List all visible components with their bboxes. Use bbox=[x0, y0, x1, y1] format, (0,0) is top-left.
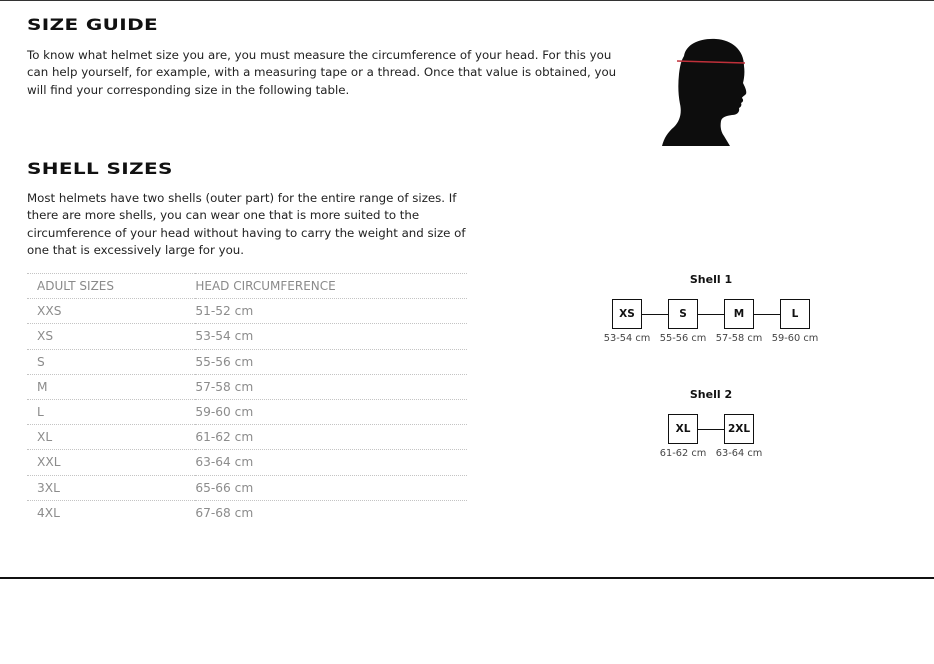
shell-1-range: 53-54 cm bbox=[603, 333, 651, 344]
size-cell: M bbox=[27, 374, 195, 399]
size-cell: L bbox=[27, 399, 195, 424]
circumference-cell: 53-54 cm bbox=[195, 324, 467, 349]
table-row bbox=[27, 349, 467, 374]
size-table bbox=[27, 273, 467, 525]
size-cell: 3XL bbox=[27, 475, 195, 500]
size-cell: S bbox=[27, 349, 195, 374]
size-cell: XXS bbox=[27, 299, 195, 324]
bottom-divider bbox=[0, 577, 934, 579]
table-row bbox=[27, 324, 467, 349]
shell-2-connector bbox=[698, 429, 724, 430]
shell-1-size-box: XS bbox=[612, 299, 642, 329]
table-row bbox=[27, 500, 467, 525]
circumference-cell: 55-56 cm bbox=[195, 349, 467, 374]
circumference-cell: 61-62 cm bbox=[195, 425, 467, 450]
circumference-cell: 67-68 cm bbox=[195, 500, 467, 525]
shell-1-range: 59-60 cm bbox=[771, 333, 819, 344]
table-row bbox=[27, 450, 467, 475]
shell-1-connector bbox=[754, 314, 780, 315]
column-header-adult-sizes: ADULT SIZES bbox=[27, 274, 195, 299]
size-cell: XS bbox=[27, 324, 195, 349]
head-shape bbox=[662, 39, 746, 146]
size-cell: 4XL bbox=[27, 500, 195, 525]
circumference-cell: 65-66 cm bbox=[195, 475, 467, 500]
shell-2-range: 61-62 cm bbox=[659, 448, 707, 459]
shell-2-range: 63-64 cm bbox=[715, 448, 763, 459]
table-row bbox=[27, 299, 467, 324]
shell-1-title: Shell 1 bbox=[689, 273, 733, 286]
circumference-cell: 63-64 cm bbox=[195, 450, 467, 475]
shell-1-range: 57-58 cm bbox=[715, 333, 763, 344]
circumference-cell: 51-52 cm bbox=[195, 299, 467, 324]
table-row bbox=[27, 399, 467, 424]
table-row bbox=[27, 374, 467, 399]
shell-sizes-heading: SHELL SIZES bbox=[27, 159, 173, 178]
shell-1-connector bbox=[642, 314, 668, 315]
size-guide-text: To know what helmet size you are, you must measure the circumference of your head. For this you can help yourself, for example, with a measuring tape or a thread. Once that value is obtained, you will find your corresponding size in the following table. bbox=[27, 48, 617, 97]
circumference-cell: 59-60 cm bbox=[195, 399, 467, 424]
size-cell: XXL bbox=[27, 450, 195, 475]
head-silhouette-icon bbox=[658, 36, 752, 148]
table-row bbox=[27, 425, 467, 450]
table-header-row bbox=[27, 274, 467, 299]
column-header-head-circumference: HEAD CIRCUMFERENCE bbox=[195, 274, 467, 299]
shell-2-size-box: 2XL bbox=[724, 414, 754, 444]
table-row bbox=[27, 475, 467, 500]
size-cell: XL bbox=[27, 425, 195, 450]
circumference-cell: 57-58 cm bbox=[195, 374, 467, 399]
shell-1-size-box: L bbox=[780, 299, 810, 329]
shell-1-size-box: S bbox=[668, 299, 698, 329]
shell-1-range: 55-56 cm bbox=[659, 333, 707, 344]
shell-1-size-box: M bbox=[724, 299, 754, 329]
shell-2-size-box: XL bbox=[668, 414, 698, 444]
shell-2-title: Shell 2 bbox=[689, 388, 733, 401]
top-divider bbox=[0, 0, 934, 1]
size-guide-heading: SIZE GUIDE bbox=[27, 15, 159, 34]
shell-1-connector bbox=[698, 314, 724, 315]
shell-sizes-text: Most helmets have two shells (outer part) for the entire range of sizes. If there are more shells, you can wear one that is more suited to the circumference of your head without having to carry the weight and size of one that is excessively large for you. bbox=[27, 191, 466, 257]
